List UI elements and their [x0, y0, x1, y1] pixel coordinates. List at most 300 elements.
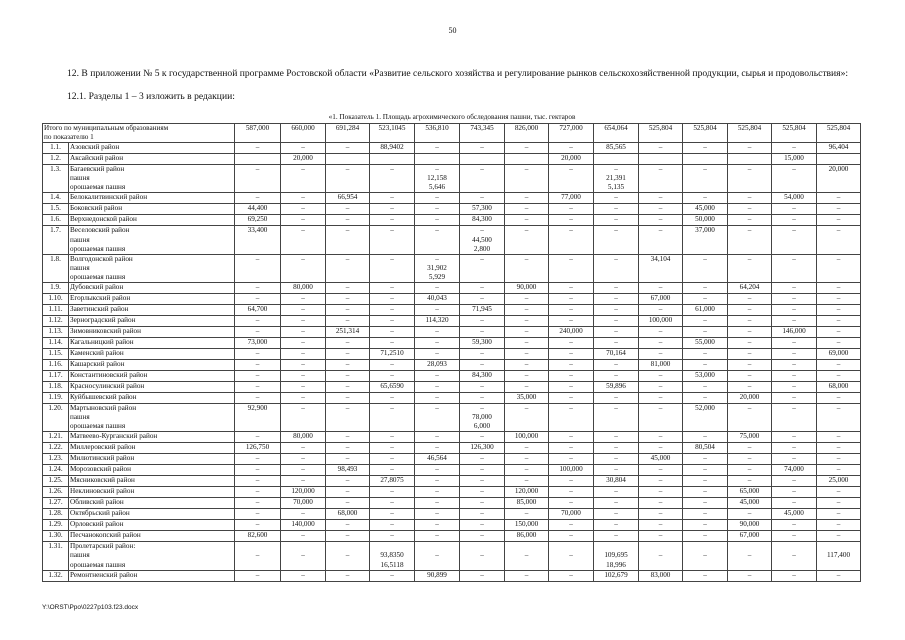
value-cell: [728, 327, 772, 338]
value-cell: [460, 294, 505, 305]
indicator-table: [42, 123, 861, 582]
table-row: [43, 465, 861, 476]
value-line: 73,000: [247, 338, 268, 347]
value-cell: [415, 254, 460, 282]
value-cell: [639, 143, 683, 154]
value-line: –: [703, 531, 707, 540]
value-cell: [235, 487, 281, 498]
value-cell: [370, 432, 415, 443]
value-cell: [594, 371, 639, 382]
value-cell: [460, 498, 505, 509]
table-row: [43, 327, 861, 338]
value-cell: [772, 454, 817, 465]
value-line: –: [658, 283, 663, 292]
row-number-cell: 1.19.: [43, 393, 69, 404]
value-line: –: [747, 193, 752, 202]
value-line: –: [703, 193, 707, 202]
table-row: [43, 498, 861, 509]
value-line: 82,600: [247, 531, 268, 540]
table-row: [43, 454, 861, 465]
value-cell: [415, 520, 460, 531]
value-cell: [772, 165, 817, 193]
value-line: –: [524, 204, 529, 213]
value-line: –: [345, 226, 350, 235]
value-line: –: [255, 254, 260, 263]
row-name-line: Матвеево-Курганский район: [70, 432, 158, 441]
value-cell: [594, 393, 639, 404]
value-line: 88,9402: [380, 143, 404, 152]
value-cell: [683, 371, 728, 382]
value-line: –: [524, 465, 529, 474]
value-cell: [281, 454, 326, 465]
value-cell: [728, 338, 772, 349]
value-line: –: [703, 143, 707, 152]
value-cell: [370, 327, 415, 338]
value-cell: [281, 520, 326, 531]
value-cell: [549, 509, 594, 520]
value-cell: [370, 371, 415, 382]
value-line: –: [747, 254, 752, 263]
value-line: –: [435, 498, 439, 507]
row-name-cell: [69, 443, 235, 454]
value-line: –: [658, 349, 663, 358]
value-line: 140,000: [291, 520, 315, 529]
row-number-cell: 1.24.: [43, 465, 69, 476]
value-line: 55,000: [695, 338, 715, 347]
value-line: 30,804: [606, 476, 626, 485]
value-line: –: [792, 360, 796, 369]
row-name-line: Октябрьский район: [70, 509, 130, 518]
value-line: –: [614, 432, 618, 441]
value-line: 66,954: [337, 193, 358, 202]
row-number-cell: 1.30.: [43, 531, 69, 542]
value-cell: [505, 215, 549, 226]
value-cell: [235, 498, 281, 509]
value-line: 126,300: [470, 443, 494, 452]
value-cell: [728, 226, 772, 254]
value-line: –: [792, 204, 796, 213]
value-cell: [460, 215, 505, 226]
row-number-cell: 1.10.: [43, 294, 69, 305]
value-cell: [460, 454, 505, 465]
value-cell: [370, 509, 415, 520]
value-cell: [683, 432, 728, 443]
value-line: –: [703, 476, 707, 485]
value-cell: [415, 305, 460, 316]
value-line: –: [435, 465, 439, 474]
value-cell: [594, 294, 639, 305]
value-cell: [370, 143, 415, 154]
value-cell: [639, 283, 683, 294]
value-line: 71,945: [472, 305, 492, 314]
value-line: 525,804: [648, 124, 673, 132]
value-line: –: [658, 520, 663, 529]
value-line: –: [390, 283, 394, 292]
value-line: –: [569, 283, 573, 292]
value-cell: [728, 498, 772, 509]
value-cell: [460, 465, 505, 476]
row-name-cell: [69, 432, 235, 443]
value-cell: [817, 465, 861, 476]
value-line: –: [345, 338, 350, 347]
value-line: –: [569, 254, 573, 263]
value-cell: [683, 193, 728, 204]
value-cell: [594, 454, 639, 465]
value-cell: [235, 143, 281, 154]
value-line: [549, 542, 593, 551]
value-cell: [505, 465, 549, 476]
value-cell: [460, 476, 505, 487]
value-line: –: [480, 520, 484, 529]
value-cell: [281, 294, 326, 305]
table-row: [43, 204, 861, 215]
value-cell: [728, 454, 772, 465]
value-cell: [817, 371, 861, 382]
value-cell: [728, 520, 772, 531]
value-line: 40,043: [427, 294, 447, 303]
value-line: –: [435, 204, 439, 213]
value-line: 45,000: [695, 204, 715, 213]
value-line: –: [703, 393, 707, 402]
value-line: –: [345, 487, 350, 496]
value-line: –: [792, 254, 796, 263]
value-cell: [817, 404, 861, 432]
value-cell: [728, 254, 772, 282]
value-line: 525,804: [782, 124, 806, 132]
value-line: –: [569, 404, 573, 413]
value-line: –: [569, 498, 573, 507]
value-line: –: [792, 294, 796, 303]
value-cell: [594, 349, 639, 360]
value-line: –: [747, 382, 752, 391]
value-line: –: [614, 283, 618, 292]
row-name-line: орошаемая пашня: [70, 272, 126, 281]
row-name-line: Боковский район: [70, 204, 123, 213]
row-name-cell: [69, 215, 235, 226]
value-line: –: [836, 520, 841, 529]
value-cell: [370, 254, 415, 282]
value-cell: [594, 404, 639, 432]
value-line: –: [658, 465, 663, 474]
value-cell: [683, 476, 728, 487]
value-cell: [326, 143, 370, 154]
value-line: 691,284: [335, 124, 360, 132]
value-line: –: [614, 487, 618, 496]
value-line: –: [255, 487, 260, 496]
row-name-line: пашня: [70, 413, 90, 422]
value-line: –: [301, 551, 305, 560]
value-line: 525,804: [693, 124, 717, 132]
value-cell: [817, 349, 861, 360]
value-line: –: [480, 360, 484, 369]
table-row: [43, 305, 861, 316]
value-line: 100,000: [514, 432, 539, 441]
value-line: –: [524, 349, 529, 358]
value-cell: [728, 143, 772, 154]
value-line: –: [345, 165, 350, 174]
value-line: –: [255, 193, 260, 202]
value-line: 64,204: [739, 283, 760, 292]
value-cell: [594, 570, 639, 581]
value-cell: [683, 338, 728, 349]
value-line: –: [301, 393, 305, 402]
value-line: –: [435, 305, 439, 314]
value-cell: [549, 404, 594, 432]
value-line: –: [614, 215, 618, 224]
value-cell: [505, 294, 549, 305]
value-cell: [683, 124, 728, 143]
value-cell: [505, 349, 549, 360]
value-line: –: [524, 254, 529, 263]
value-line: –: [255, 454, 260, 463]
value-line: 83,000: [650, 570, 671, 579]
value-line: [326, 154, 369, 163]
row-number-cell: 1.13.: [43, 327, 69, 338]
value-line: 86,000: [516, 531, 537, 540]
value-line: 743,345: [470, 124, 494, 132]
value-cell: [772, 432, 817, 443]
value-line: –: [480, 294, 484, 303]
value-line: –: [658, 143, 663, 152]
value-line: –: [524, 551, 529, 560]
row-name-cell: [69, 542, 235, 570]
value-cell: [460, 404, 505, 432]
value-line: –: [435, 531, 439, 540]
value-cell: [772, 193, 817, 204]
value-line: –: [255, 498, 260, 507]
value-cell: [728, 283, 772, 294]
value-cell: [817, 338, 861, 349]
value-line: 100,000: [648, 316, 673, 325]
value-line: [817, 542, 860, 551]
value-cell: [549, 338, 594, 349]
row-name-line: Аксайский район: [70, 154, 124, 163]
value-line: [817, 154, 860, 163]
value-cell: [235, 254, 281, 282]
value-line: 61,000: [695, 305, 715, 314]
value-line: –: [703, 349, 707, 358]
value-cell: [235, 154, 281, 165]
value-cell: [817, 382, 861, 393]
value-line: –: [792, 487, 796, 496]
value-cell: [505, 124, 549, 143]
value-cell: [639, 154, 683, 165]
value-cell: [505, 371, 549, 382]
value-line: –: [301, 509, 305, 518]
value-line: 80,000: [293, 432, 313, 441]
value-line: –: [435, 215, 439, 224]
value-cell: [326, 371, 370, 382]
value-line: –: [435, 226, 439, 235]
value-cell: [594, 316, 639, 327]
value-cell: [505, 393, 549, 404]
value-cell: [683, 454, 728, 465]
value-line: 44,500: [472, 235, 492, 244]
row-name-cell: [69, 404, 235, 432]
value-line: 5,135: [607, 183, 625, 192]
value-cell: [370, 520, 415, 531]
value-line: –: [255, 570, 260, 579]
value-cell: [415, 443, 460, 454]
value-line: –: [301, 204, 305, 213]
value-cell: [505, 154, 549, 165]
value-cell: [683, 404, 728, 432]
row-name-line: Мартыновский район: [70, 404, 137, 413]
value-line: –: [792, 371, 796, 380]
row-name-line: Багаевский район: [70, 165, 125, 174]
value-cell: [415, 294, 460, 305]
value-cell: [549, 542, 594, 570]
value-cell: [415, 454, 460, 465]
value-cell: [683, 165, 728, 193]
value-line: [728, 154, 771, 163]
value-cell: [415, 432, 460, 443]
value-line: –: [836, 327, 841, 336]
row-number-cell: 1.23.: [43, 454, 69, 465]
value-line: –: [747, 215, 752, 224]
value-cell: [505, 476, 549, 487]
value-cell: [415, 393, 460, 404]
value-cell: [281, 393, 326, 404]
row-number-cell: 1.29.: [43, 520, 69, 531]
value-line: –: [524, 305, 529, 314]
table-row: [43, 432, 861, 443]
value-line: –: [255, 360, 260, 369]
row-name-line: пашня: [70, 551, 90, 560]
value-cell: [326, 531, 370, 542]
value-cell: [281, 124, 326, 143]
value-cell: [594, 193, 639, 204]
value-cell: [505, 454, 549, 465]
value-line: –: [836, 294, 841, 303]
value-line: –: [836, 371, 841, 380]
value-line: 20,000: [561, 154, 581, 163]
row-name-cell: [43, 124, 235, 143]
value-cell: [460, 254, 505, 282]
value-cell: [594, 360, 639, 371]
page-number: 50: [448, 26, 457, 35]
value-cell: [683, 327, 728, 338]
value-line: –: [390, 226, 394, 235]
value-line: –: [614, 465, 618, 474]
value-line: –: [345, 570, 350, 579]
value-line: –: [345, 283, 350, 292]
value-line: –: [255, 316, 260, 325]
value-line: 2,800: [473, 244, 491, 253]
value-line: –: [524, 476, 529, 485]
value-line: 102,679: [604, 570, 628, 579]
value-line: –: [435, 509, 439, 518]
value-cell: [594, 531, 639, 542]
value-line: –: [524, 165, 529, 174]
value-line: –: [836, 498, 841, 507]
value-cell: [683, 509, 728, 520]
value-cell: [326, 226, 370, 254]
value-line: 727,000: [559, 124, 583, 132]
value-cell: [817, 154, 861, 165]
value-line: [594, 542, 638, 551]
value-cell: [370, 443, 415, 454]
value-line: –: [390, 432, 394, 441]
value-line: 654,064: [604, 124, 628, 132]
row-number-cell: 1.16.: [43, 360, 69, 371]
value-line: –: [255, 283, 260, 292]
row-name-cell: [69, 294, 235, 305]
value-cell: [728, 542, 772, 570]
value-line: 240,000: [559, 327, 583, 336]
value-line: –: [836, 283, 841, 292]
value-cell: [235, 360, 281, 371]
value-cell: [235, 509, 281, 520]
value-line: –: [703, 327, 707, 336]
value-line: 20,000: [739, 393, 760, 402]
value-cell: [415, 124, 460, 143]
value-cell: [549, 327, 594, 338]
row-name-line: Морозовский район: [70, 465, 131, 474]
value-cell: [326, 215, 370, 226]
value-cell: [415, 360, 460, 371]
value-cell: [370, 531, 415, 542]
value-line: 98,493: [337, 465, 358, 474]
value-line: –: [480, 226, 484, 235]
value-cell: [817, 143, 861, 154]
value-cell: [728, 393, 772, 404]
value-line: –: [703, 509, 707, 518]
value-line: –: [792, 531, 796, 540]
value-cell: [772, 124, 817, 143]
value-line: –: [658, 193, 663, 202]
value-line: –: [301, 570, 305, 579]
value-cell: [460, 283, 505, 294]
value-cell: [326, 305, 370, 316]
value-cell: [235, 165, 281, 193]
value-cell: [549, 454, 594, 465]
value-cell: [415, 143, 460, 154]
value-line: –: [390, 520, 394, 529]
value-cell: [415, 283, 460, 294]
value-line: –: [435, 432, 439, 441]
value-cell: [505, 443, 549, 454]
row-name-line: Верхнедонской район: [70, 215, 137, 224]
table-row: [43, 316, 861, 327]
value-cell: [415, 498, 460, 509]
value-line: 587,000: [245, 124, 270, 132]
value-cell: [326, 570, 370, 581]
value-cell: [415, 215, 460, 226]
value-cell: [549, 204, 594, 215]
value-cell: [549, 294, 594, 305]
value-cell: [505, 531, 549, 542]
value-cell: [549, 476, 594, 487]
value-line: –: [569, 294, 573, 303]
value-line: 27,8075: [380, 476, 404, 485]
value-cell: [594, 338, 639, 349]
value-line: –: [480, 193, 484, 202]
value-line: –: [255, 465, 260, 474]
value-cell: [370, 498, 415, 509]
value-cell: [549, 520, 594, 531]
value-line: –: [435, 382, 439, 391]
value-cell: [415, 371, 460, 382]
value-cell: [683, 487, 728, 498]
value-line: –: [747, 360, 752, 369]
value-line: 28,093: [427, 360, 447, 369]
value-line: 45,000: [650, 454, 671, 463]
value-cell: [728, 193, 772, 204]
value-line: –: [480, 432, 484, 441]
value-cell: [728, 570, 772, 581]
value-cell: [460, 124, 505, 143]
